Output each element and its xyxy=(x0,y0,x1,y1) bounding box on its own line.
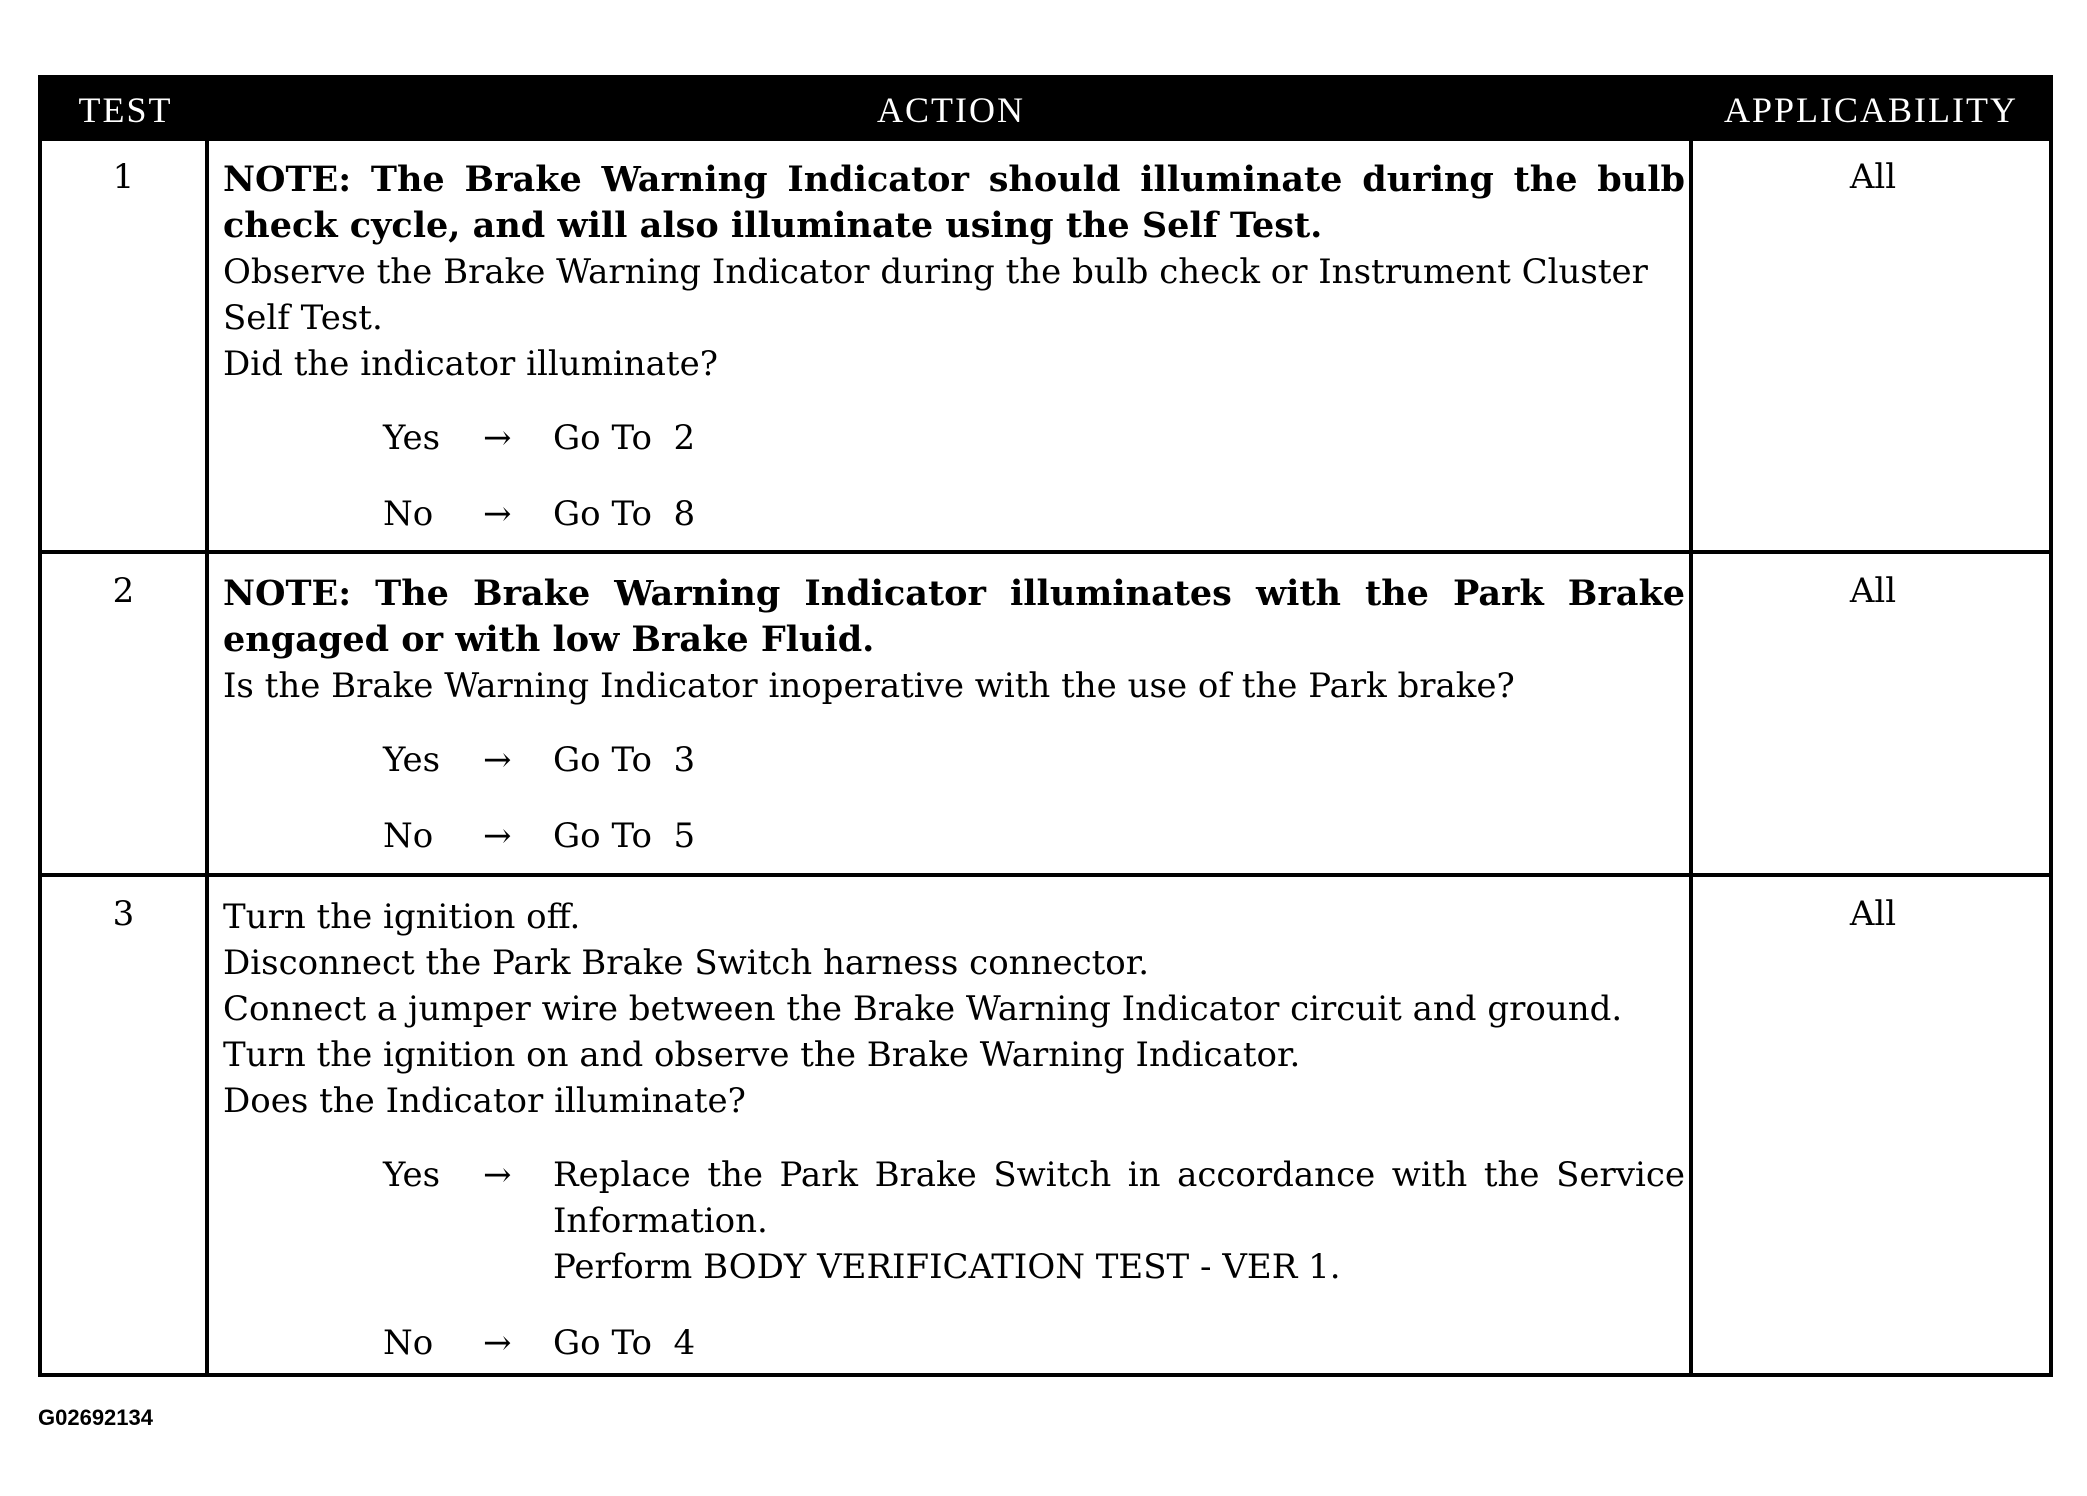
diagnostic-table xyxy=(38,75,2053,1377)
test-number: 1 xyxy=(112,157,135,197)
action-line: Did the indicator illuminate? xyxy=(223,344,718,384)
arrow-icon: → xyxy=(483,740,512,780)
note-text: NOTE: The Brake Warning Indicator should illuminate during the bulb check cycle, and will also illuminate using the Self Test. xyxy=(223,159,1685,246)
arrow-icon: → xyxy=(483,494,512,534)
choice-result-line: Perform BODY VERIFICATION TEST - VER 1. xyxy=(553,1247,1341,1287)
choice-label: No xyxy=(383,1323,434,1363)
choice-list xyxy=(223,1152,1685,1396)
action-line: Is the Brake Warning Indicator inoperative with the use of the Park brake? xyxy=(223,666,1515,706)
choice-label: No xyxy=(383,494,434,534)
test-number: 3 xyxy=(112,894,135,934)
arrow-icon: → xyxy=(483,1323,512,1363)
choice-result: Go To 5 xyxy=(553,816,696,856)
arrow-icon: → xyxy=(483,816,512,856)
table-header xyxy=(42,79,2049,141)
header-action: ACTION xyxy=(877,90,1025,130)
choice-label: Yes xyxy=(383,418,441,458)
note-text: NOTE: The Brake Warning Indicator illuminates with the Park Brake engaged or with low Brake Fluid. xyxy=(223,573,1685,660)
header-applicability: APPLICABILITY xyxy=(1724,90,2018,130)
header-test: TEST xyxy=(78,90,173,130)
action-cell xyxy=(223,571,1685,889)
choice-result: Go To 4 xyxy=(553,1323,696,1363)
action-line: Does the Indicator illuminate? xyxy=(223,1081,746,1121)
arrow-icon: → xyxy=(483,418,512,458)
action-line: Disconnect the Park Brake Switch harness connector. xyxy=(223,943,1150,983)
action-line: Connect a jumper wire between the Brake Warning Indicator circuit and ground. xyxy=(223,989,1623,1029)
choice-yes xyxy=(223,415,1685,491)
choice-label: Yes xyxy=(383,1155,441,1195)
choice-result-line: Replace the Park Brake Switch in accordance with the Service Information. xyxy=(553,1155,1685,1241)
test-number: 2 xyxy=(112,571,135,611)
applicability-cell: All xyxy=(1849,894,1897,934)
action-line: Turn the ignition on and observe the Brake Warning Indicator. xyxy=(223,1035,1301,1075)
choice-list xyxy=(223,415,1685,567)
applicability-cell: All xyxy=(1849,157,1897,197)
action-cell xyxy=(223,894,1685,1396)
column-divider xyxy=(1689,141,1693,1373)
choice-yes xyxy=(223,737,1685,813)
figure-id: G02692134 xyxy=(38,1405,153,1430)
action-cell xyxy=(223,157,1685,567)
choice-no xyxy=(223,813,1685,889)
choice-result: Go To 2 xyxy=(553,418,696,458)
applicability-cell: All xyxy=(1849,571,1897,611)
action-line: Observe the Brake Warning Indicator during the bulb check or Instrument Cluster Self Test. xyxy=(223,252,1648,338)
choice-list xyxy=(223,737,1685,889)
arrow-icon: → xyxy=(483,1155,512,1195)
choice-yes xyxy=(223,1152,1685,1320)
choice-label: Yes xyxy=(383,740,441,780)
choice-result: Go To 8 xyxy=(553,494,696,534)
choice-no xyxy=(223,1320,1685,1396)
column-divider xyxy=(205,141,209,1373)
choice-no xyxy=(223,491,1685,567)
action-line: Turn the ignition off. xyxy=(223,897,581,937)
choice-result xyxy=(553,1152,1685,1290)
choice-result: Go To 3 xyxy=(553,740,696,780)
choice-label: No xyxy=(383,816,434,856)
